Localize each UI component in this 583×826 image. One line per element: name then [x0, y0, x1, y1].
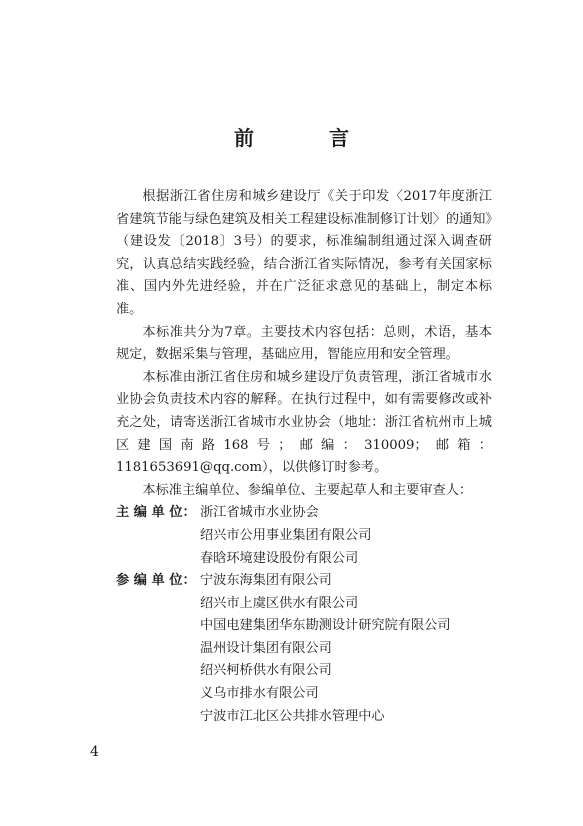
- paragraph-units-intro: 本标准主编单位、参编单位、主要起草人和主要审查人：: [142, 482, 473, 498]
- unit-name: 绍兴市公用事业集团有限公司: [200, 527, 372, 543]
- paragraph-basis: 根据浙江省住房和城乡建设厅《关于印发〈2017年度浙江省建筑节能与绿色建筑及相关工程建设标准制修订计划〉的通知》（建设发〔2018〕3号）的要求，标准编制组通过深入调查研究，认真总结实践经验，结合浙江省实际情况，参考有关国家标准、国内外先进经验，并在广泛征求意见的基础上，制定本标准。: [116, 189, 492, 317]
- unit-name: 温州设计集团有限公司: [200, 640, 332, 656]
- unit-name: 春晗环境建设股份有限公司: [200, 550, 359, 566]
- unit-lists: [116, 502, 492, 728]
- chief-units-list: [200, 502, 492, 570]
- participating-units-list: [200, 570, 492, 728]
- unit-name: 绍兴柯桥供水有限公司: [200, 663, 332, 679]
- unit-name: 绍兴市上虞区供水有限公司: [200, 595, 359, 611]
- chief-units-row: [116, 502, 492, 570]
- unit-name: 浙江省城市水业协会: [200, 505, 319, 521]
- unit-name: 义乌市排水有限公司: [200, 686, 319, 702]
- participating-units-row: [116, 570, 492, 728]
- unit-name: 宁波东海集团有限公司: [200, 573, 332, 589]
- paragraph-management: 本标准由浙江省住房和城乡建设厅负责管理，浙江省城市水业协会负责技术内容的解释。在执行过程中，如有需要修改或补充之处，请寄送浙江省城市水业协会（地址：浙江省杭州市上城区建国南路168号；邮编：310009；邮箱：1181653691@qq.com），以供修订时参考。: [116, 369, 492, 476]
- page-title: 前 言: [234, 126, 383, 150]
- unit-name: 宁波市江北区公共排水管理中心: [200, 708, 385, 724]
- paragraph-chapters: 本标准共分为7章。主要技术内容包括：总则，术语，基本规定，数据采集与管理，基础应用，智能应用和安全管理。: [116, 324, 492, 363]
- participating-units-label: 参 编 单 位：: [116, 573, 196, 589]
- document-body: [116, 186, 492, 728]
- chief-units-label: 主 编 单 位：: [116, 505, 196, 521]
- unit-name: 中国电建集团华东勘测设计研究院有限公司: [200, 618, 451, 634]
- page-number: 4: [90, 744, 99, 760]
